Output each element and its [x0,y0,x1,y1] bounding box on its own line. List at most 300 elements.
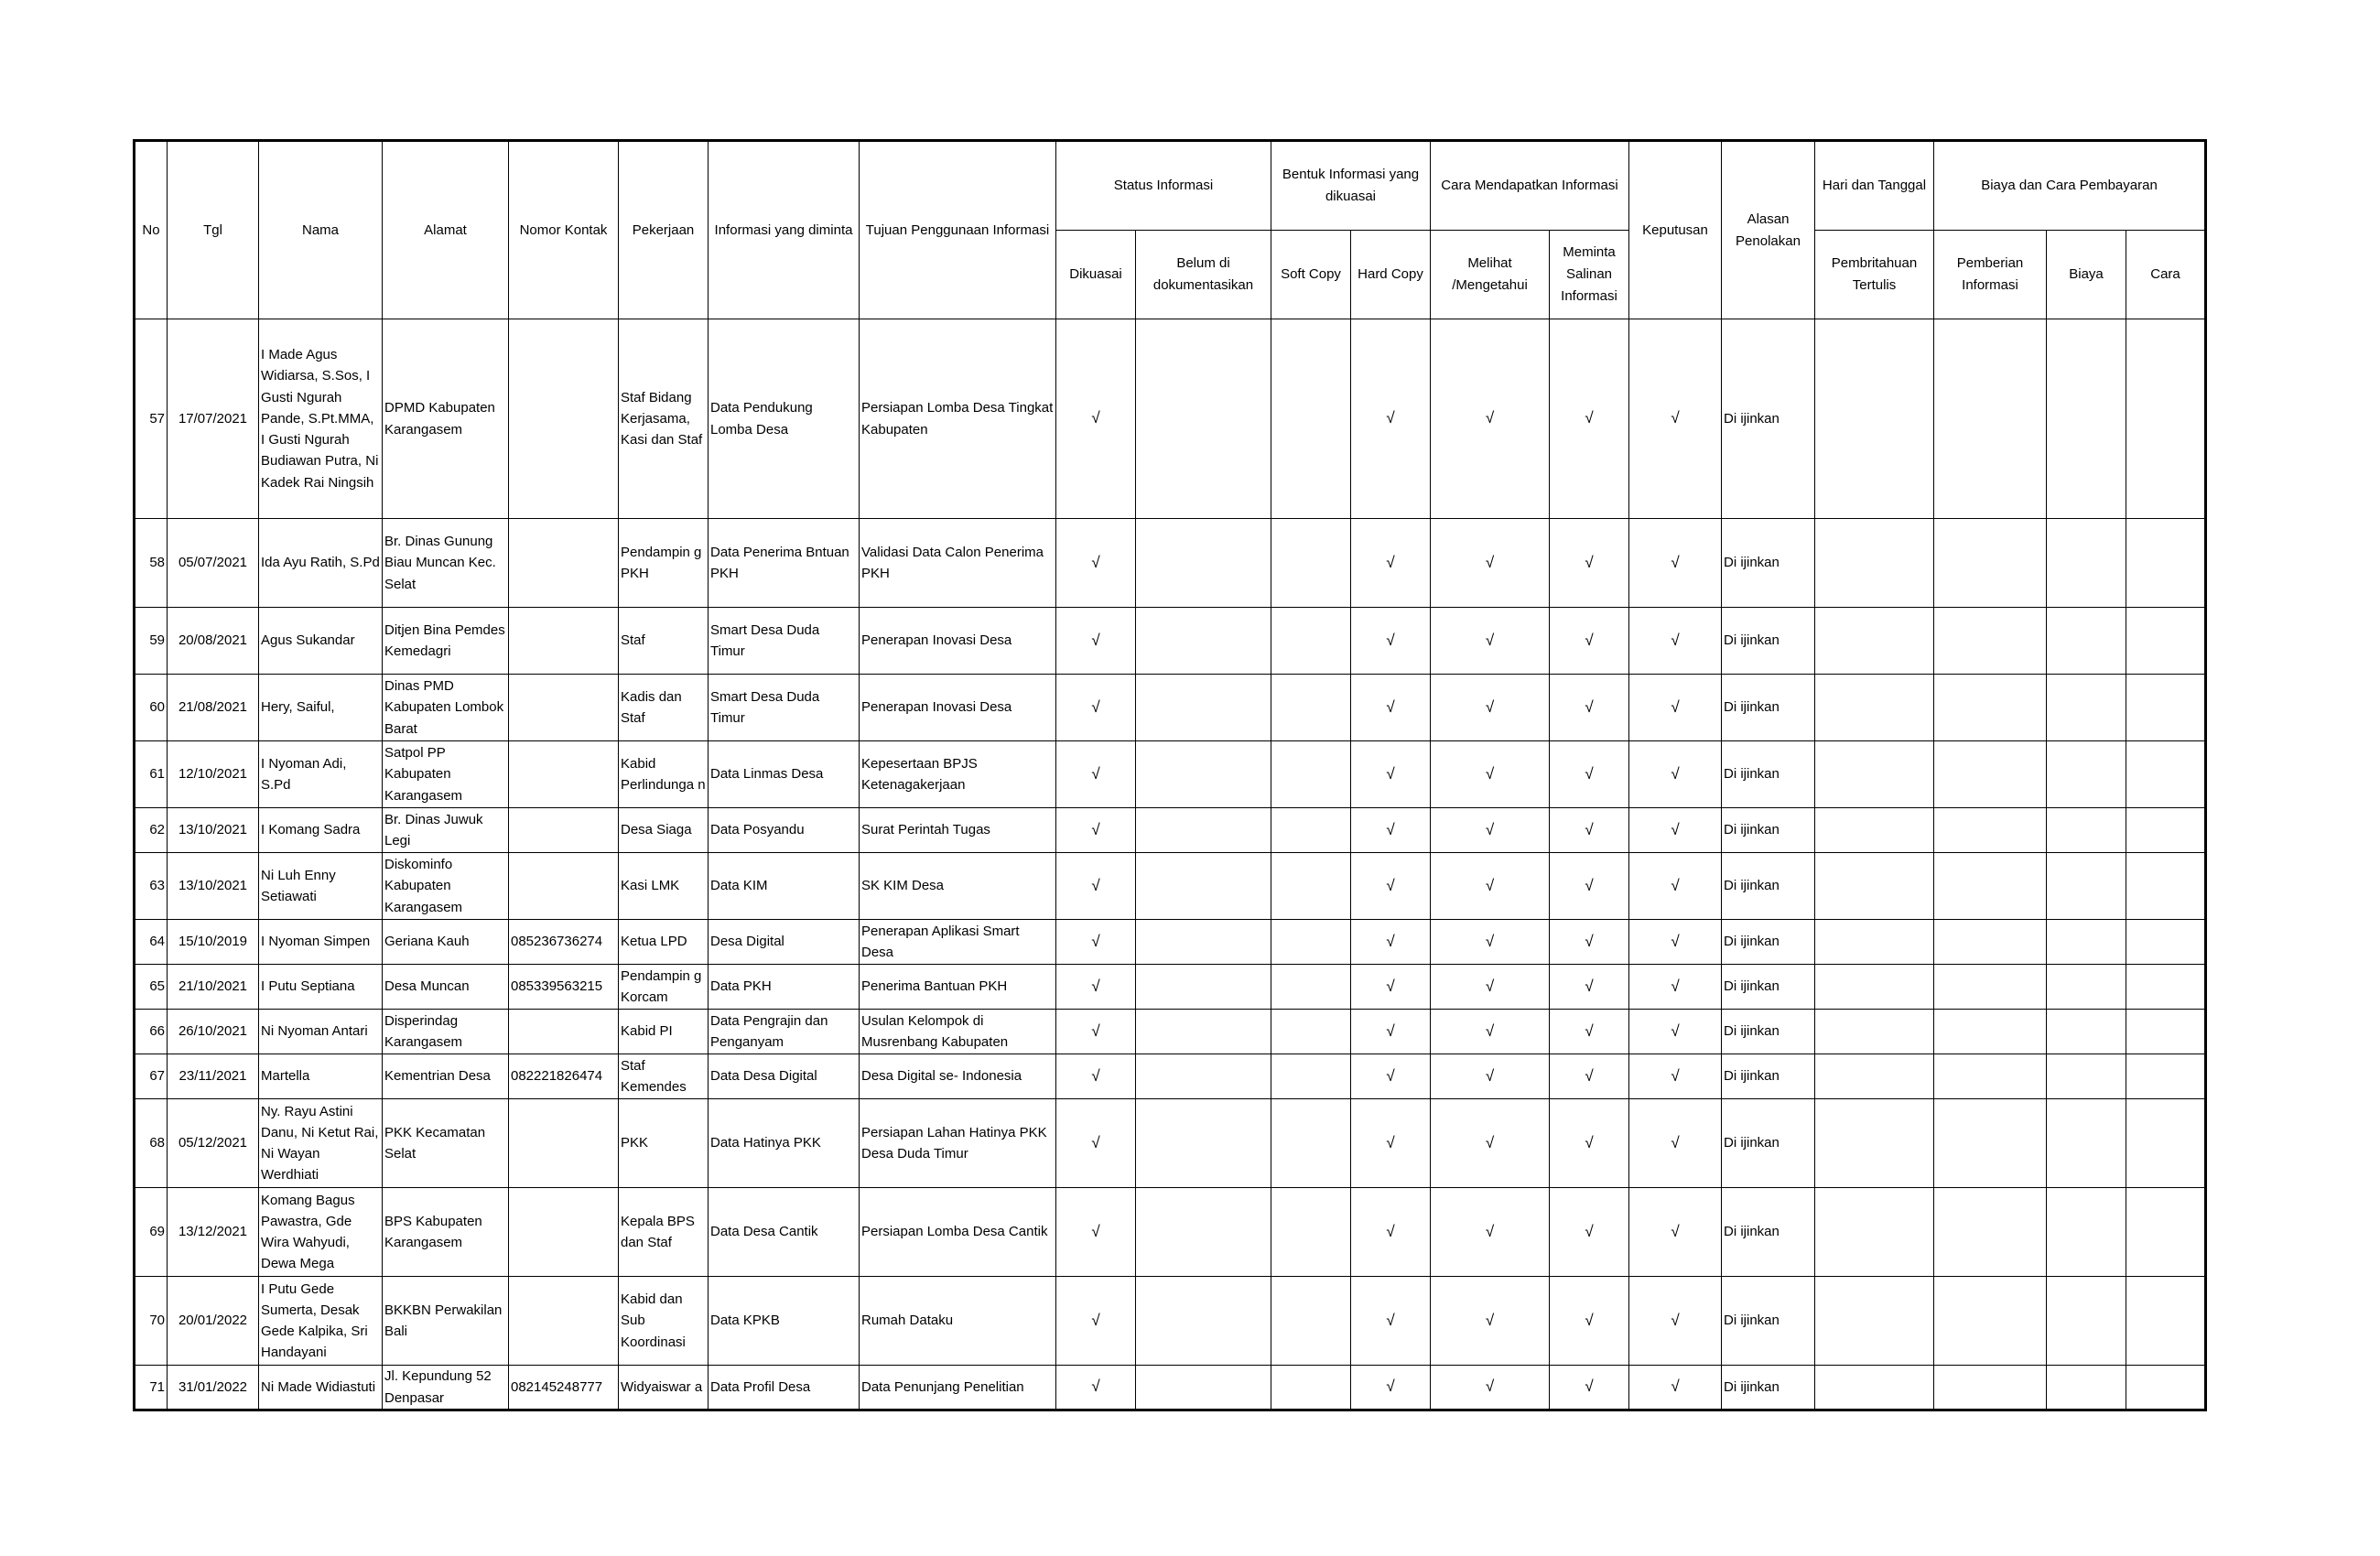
empty-cell-biaya [2047,741,2126,808]
cell-tujuan: Kepesertaan BPJS Ketenagakerjaan [860,741,1056,808]
cell-keputusan: Di ijinkan [1722,853,1815,920]
check-mark-meminta: √ [1550,519,1629,608]
cell-alamat: Br. Dinas Gunung Biau Muncan Kec. Selat [383,519,509,608]
empty-cell-pemberian [1934,608,2047,675]
empty-cell-biaya [2047,808,2126,853]
cell-nama: I Putu Gede Sumerta, Desak Gede Kalpika, Sri Handayani [259,1277,383,1366]
empty-cell-pemberian [1934,920,2047,965]
cell-nama: Ni Nyoman Antari [259,1010,383,1054]
cell-keputusan: Di ijinkan [1722,1366,1815,1410]
empty-cell-biaya [2047,1366,2126,1410]
empty-cell-cara [2126,965,2206,1010]
cell-keputusan: Di ijinkan [1722,519,1815,608]
cell-kontak: 082221826474 [509,1054,619,1099]
check-mark-dikuasai: √ [1056,1366,1136,1410]
check-mark-melihat: √ [1431,920,1550,965]
cell-nama: Hery, Saiful, [259,675,383,741]
cell-tujuan: Surat Perintah Tugas [860,808,1056,853]
empty-cell-soft [1271,1188,1351,1277]
check-mark-melihat: √ [1431,1277,1550,1366]
cell-keputusan: Di ijinkan [1722,675,1815,741]
cell-nama: Agus Sukandar [259,608,383,675]
check-mark-hard: √ [1351,741,1431,808]
cell-kontak [509,1188,619,1277]
check-mark-keputusan-check: √ [1629,1366,1722,1410]
check-mark-dikuasai: √ [1056,519,1136,608]
header-belum-didokumentasikan: Belum di dokumentasikan [1136,231,1271,319]
cell-pekerjaan: PKK [619,1099,709,1188]
cell-informasi: Desa Digital [709,920,860,965]
empty-cell-hari [1815,519,1934,608]
empty-cell-belum [1136,519,1271,608]
cell-alamat: Disperindag Karangasem [383,1010,509,1054]
check-mark-dikuasai: √ [1056,1054,1136,1099]
cell-nama: Ny. Rayu Astini Danu, Ni Ketut Rai, Ni Wayan Werdhiati [259,1099,383,1188]
table-row [135,675,2206,741]
cell-kontak [509,319,619,519]
empty-cell-cara [2126,519,2206,608]
empty-cell-cara [2126,319,2206,519]
header-biaya: Biaya [2047,231,2126,319]
check-mark-melihat: √ [1431,1188,1550,1277]
cell-pekerjaan: Pendampin g PKH [619,519,709,608]
table-body [135,319,2206,1410]
empty-cell-biaya [2047,319,2126,519]
check-mark-hard: √ [1351,808,1431,853]
cell-informasi: Smart Desa Duda Timur [709,675,860,741]
cell-tgl: 20/08/2021 [168,608,259,675]
cell-tujuan: Rumah Dataku [860,1277,1056,1366]
empty-cell-belum [1136,808,1271,853]
check-mark-melihat: √ [1431,519,1550,608]
check-mark-hard: √ [1351,1188,1431,1277]
cell-kontak [509,675,619,741]
empty-cell-belum [1136,853,1271,920]
cell-no: 60 [135,675,168,741]
check-mark-keputusan-check: √ [1629,519,1722,608]
cell-nama: Ni Luh Enny Setiawati [259,853,383,920]
check-mark-dikuasai: √ [1056,808,1136,853]
cell-pekerjaan: Kasi LMK [619,853,709,920]
check-mark-meminta: √ [1550,1054,1629,1099]
check-mark-meminta: √ [1550,1188,1629,1277]
check-mark-dikuasai: √ [1056,1188,1136,1277]
header-nomor-kontak: Nomor Kontak [509,141,619,319]
empty-cell-cara [2126,675,2206,741]
check-mark-dikuasai: √ [1056,920,1136,965]
cell-keputusan: Di ijinkan [1722,1277,1815,1366]
check-mark-dikuasai: √ [1056,965,1136,1010]
check-mark-hard: √ [1351,319,1431,519]
cell-kontak [509,853,619,920]
empty-cell-biaya [2047,965,2126,1010]
cell-pekerjaan: Ketua LPD [619,920,709,965]
cell-kontak [509,808,619,853]
empty-cell-pemberian [1934,853,2047,920]
check-mark-hard: √ [1351,1277,1431,1366]
empty-cell-belum [1136,1010,1271,1054]
cell-tujuan: Usulan Kelompok di Musrenbang Kabupaten [860,1010,1056,1054]
cell-informasi: Smart Desa Duda Timur [709,608,860,675]
check-mark-hard: √ [1351,920,1431,965]
cell-tujuan: Penerapan Aplikasi Smart Desa [860,920,1056,965]
cell-informasi: Data KPKB [709,1277,860,1366]
empty-cell-cara [2126,1188,2206,1277]
cell-pekerjaan: Staf Bidang Kerjasama, Kasi dan Staf [619,319,709,519]
check-mark-meminta: √ [1550,808,1629,853]
cell-pekerjaan: Kabid Perlindunga n [619,741,709,808]
empty-cell-pemberian [1934,965,2047,1010]
table-row [135,608,2206,675]
empty-cell-soft [1271,608,1351,675]
check-mark-dikuasai: √ [1056,853,1136,920]
empty-cell-soft [1271,675,1351,741]
cell-kontak [509,608,619,675]
check-mark-melihat: √ [1431,1366,1550,1410]
empty-cell-soft [1271,853,1351,920]
header-no: No [135,141,168,319]
table-row [135,965,2206,1010]
cell-kontak [509,519,619,608]
empty-cell-biaya [2047,1054,2126,1099]
cell-no: 57 [135,319,168,519]
cell-keputusan: Di ijinkan [1722,741,1815,808]
check-mark-hard: √ [1351,519,1431,608]
cell-no: 69 [135,1188,168,1277]
cell-alamat: Satpol PP Kabupaten Karangasem [383,741,509,808]
empty-cell-soft [1271,319,1351,519]
check-mark-meminta: √ [1550,1010,1629,1054]
empty-cell-belum [1136,1188,1271,1277]
cell-pekerjaan: Pendampin g Korcam [619,965,709,1010]
empty-cell-hari [1815,675,1934,741]
check-mark-melihat: √ [1431,319,1550,519]
check-mark-dikuasai: √ [1056,1099,1136,1188]
cell-kontak: 085236736274 [509,920,619,965]
empty-cell-belum [1136,608,1271,675]
empty-cell-biaya [2047,1099,2126,1188]
empty-cell-pemberian [1934,808,2047,853]
empty-cell-soft [1271,1366,1351,1410]
header-pekerjaan: Pekerjaan [619,141,709,319]
table-row [135,741,2206,808]
empty-cell-pemberian [1934,1054,2047,1099]
cell-tujuan: Penerapan Inovasi Desa [860,608,1056,675]
empty-cell-pemberian [1934,1277,2047,1366]
check-mark-keputusan-check: √ [1629,808,1722,853]
cell-tujuan: Data Penunjang Penelitian [860,1366,1056,1410]
cell-informasi: Data Penerima Bntuan PKH [709,519,860,608]
check-mark-keputusan-check: √ [1629,1054,1722,1099]
check-mark-dikuasai: √ [1056,1010,1136,1054]
cell-nama: Ni Made Widiastuti [259,1366,383,1410]
empty-cell-pemberian [1934,1099,2047,1188]
cell-nama: Ida Ayu Ratih, S.Pd [259,519,383,608]
check-mark-keputusan-check: √ [1629,319,1722,519]
cell-tgl: 20/01/2022 [168,1277,259,1366]
check-mark-meminta: √ [1550,965,1629,1010]
check-mark-melihat: √ [1431,608,1550,675]
cell-tgl: 12/10/2021 [168,741,259,808]
cell-pekerjaan: Kabid PI [619,1010,709,1054]
cell-keputusan: Di ijinkan [1722,319,1815,519]
empty-cell-belum [1136,1277,1271,1366]
empty-cell-biaya [2047,675,2126,741]
check-mark-dikuasai: √ [1056,608,1136,675]
empty-cell-belum [1136,675,1271,741]
check-mark-meminta: √ [1550,1277,1629,1366]
empty-cell-biaya [2047,608,2126,675]
empty-cell-soft [1271,741,1351,808]
empty-cell-belum [1136,920,1271,965]
header-tujuan: Tujuan Penggunaan Informasi [860,141,1056,319]
header-hard-copy: Hard Copy [1351,231,1431,319]
header-hari-tanggal: Hari dan Tanggal [1815,141,1934,231]
empty-cell-hari [1815,808,1934,853]
check-mark-dikuasai: √ [1056,1277,1136,1366]
empty-cell-cara [2126,920,2206,965]
empty-cell-pemberian [1934,1366,2047,1410]
check-mark-meminta: √ [1550,920,1629,965]
table-row [135,519,2206,608]
check-mark-melihat: √ [1431,741,1550,808]
cell-alamat: BPS Kabupaten Karangasem [383,1188,509,1277]
cell-keputusan: Di ijinkan [1722,1054,1815,1099]
cell-informasi: Data Desa Cantik [709,1188,860,1277]
empty-cell-pemberian [1934,741,2047,808]
table-row [135,853,2206,920]
empty-cell-hari [1815,920,1934,965]
check-mark-melihat: √ [1431,853,1550,920]
table-row [135,1099,2206,1188]
check-mark-meminta: √ [1550,1366,1629,1410]
check-mark-keputusan-check: √ [1629,965,1722,1010]
cell-keputusan: Di ijinkan [1722,808,1815,853]
empty-cell-hari [1815,1188,1934,1277]
check-mark-melihat: √ [1431,1054,1550,1099]
check-mark-dikuasai: √ [1056,675,1136,741]
table-row [135,1277,2206,1366]
check-mark-hard: √ [1351,1010,1431,1054]
empty-cell-soft [1271,1099,1351,1188]
check-mark-hard: √ [1351,675,1431,741]
cell-tgl: 13/12/2021 [168,1188,259,1277]
header-pemberitahuan-tertulis: Pembritahuan Tertulis [1815,231,1934,319]
check-mark-meminta: √ [1550,675,1629,741]
cell-no: 62 [135,808,168,853]
table-row [135,319,2206,519]
empty-cell-hari [1815,741,1934,808]
header-alasan-penolakan: Alasan Penolakan [1722,141,1815,319]
cell-informasi: Data PKH [709,965,860,1010]
cell-alamat: Ditjen Bina Pemdes Kemedagri [383,608,509,675]
empty-cell-biaya [2047,1277,2126,1366]
cell-pekerjaan: Kepala BPS dan Staf [619,1188,709,1277]
header-tgl: Tgl [168,141,259,319]
header-soft-copy: Soft Copy [1271,231,1351,319]
cell-no: 59 [135,608,168,675]
cell-tgl: 21/08/2021 [168,675,259,741]
empty-cell-soft [1271,965,1351,1010]
cell-tgl: 23/11/2021 [168,1054,259,1099]
empty-cell-cara [2126,1010,2206,1054]
empty-cell-soft [1271,920,1351,965]
cell-nama: I Komang Sadra [259,808,383,853]
cell-nama: I Putu Septiana [259,965,383,1010]
empty-cell-hari [1815,1099,1934,1188]
check-mark-meminta: √ [1550,608,1629,675]
cell-informasi: Data Posyandu [709,808,860,853]
check-mark-hard: √ [1351,1366,1431,1410]
header-bentuk-informasi: Bentuk Informasi yang dikuasai [1271,141,1431,231]
cell-no: 63 [135,853,168,920]
cell-pekerjaan: Widyaiswar a [619,1366,709,1410]
check-mark-keputusan-check: √ [1629,1277,1722,1366]
check-mark-meminta: √ [1550,741,1629,808]
check-mark-keputusan-check: √ [1629,675,1722,741]
check-mark-keputusan-check: √ [1629,1099,1722,1188]
empty-cell-cara [2126,808,2206,853]
cell-kontak [509,1010,619,1054]
cell-no: 68 [135,1099,168,1188]
cell-kontak [509,1277,619,1366]
cell-nama: I Nyoman Simpen [259,920,383,965]
cell-tgl: 05/12/2021 [168,1099,259,1188]
cell-informasi: Data Desa Digital [709,1054,860,1099]
check-mark-melihat: √ [1431,808,1550,853]
cell-tujuan: Persiapan Lahan Hatinya PKK Desa Duda Timur [860,1099,1056,1188]
header-nama: Nama [259,141,383,319]
empty-cell-biaya [2047,853,2126,920]
cell-kontak [509,741,619,808]
cell-pekerjaan: Staf [619,608,709,675]
cell-informasi: Data Pendukung Lomba Desa [709,319,860,519]
empty-cell-hari [1815,853,1934,920]
check-mark-keputusan-check: √ [1629,608,1722,675]
check-mark-melihat: √ [1431,1010,1550,1054]
cell-informasi: Data Pengrajin dan Penganyam [709,1010,860,1054]
empty-cell-cara [2126,1054,2206,1099]
cell-no: 65 [135,965,168,1010]
empty-cell-biaya [2047,519,2126,608]
cell-tujuan: Desa Digital se- Indonesia [860,1054,1056,1099]
check-mark-dikuasai: √ [1056,741,1136,808]
cell-kontak: 082145248777 [509,1366,619,1410]
header-meminta-salinan: Meminta Salinan Informasi [1550,231,1629,319]
cell-informasi: Data Hatinya PKK [709,1099,860,1188]
empty-cell-hari [1815,1366,1934,1410]
cell-tgl: 26/10/2021 [168,1010,259,1054]
cell-tgl: 05/07/2021 [168,519,259,608]
check-mark-meminta: √ [1550,319,1629,519]
empty-cell-cara [2126,741,2206,808]
cell-alamat: BKKBN Perwakilan Bali [383,1277,509,1366]
cell-tujuan: Penerapan Inovasi Desa [860,675,1056,741]
table-row [135,1010,2206,1054]
empty-cell-soft [1271,808,1351,853]
check-mark-keputusan-check: √ [1629,920,1722,965]
cell-tujuan: Validasi Data Calon Penerima PKH [860,519,1056,608]
cell-nama: Komang Bagus Pawastra, Gde Wira Wahyudi, Dewa Mega [259,1188,383,1277]
header-cara-mendapatkan: Cara Mendapatkan Informasi [1431,141,1629,231]
empty-cell-belum [1136,1099,1271,1188]
empty-cell-belum [1136,741,1271,808]
empty-cell-cara [2126,608,2206,675]
check-mark-meminta: √ [1550,1099,1629,1188]
empty-cell-cara [2126,1366,2206,1410]
cell-alamat: Dinas PMD Kabupaten Lombok Barat [383,675,509,741]
check-mark-dikuasai: √ [1056,319,1136,519]
header-status-informasi: Status Informasi [1056,141,1271,231]
empty-cell-pemberian [1934,319,2047,519]
empty-cell-cara [2126,1277,2206,1366]
table-row [135,1188,2206,1277]
empty-cell-pemberian [1934,1188,2047,1277]
cell-tujuan: Persiapan Lomba Desa Tingkat Kabupaten [860,319,1056,519]
empty-cell-pemberian [1934,519,2047,608]
check-mark-keputusan-check: √ [1629,1188,1722,1277]
cell-kontak [509,1099,619,1188]
empty-cell-biaya [2047,1010,2126,1054]
empty-cell-belum [1136,1054,1271,1099]
cell-informasi: Data KIM [709,853,860,920]
cell-keputusan: Di ijinkan [1722,920,1815,965]
empty-cell-biaya [2047,920,2126,965]
check-mark-hard: √ [1351,1054,1431,1099]
cell-tujuan: SK KIM Desa [860,853,1056,920]
empty-cell-hari [1815,1010,1934,1054]
cell-tgl: 13/10/2021 [168,808,259,853]
cell-pekerjaan: Desa Siaga [619,808,709,853]
table-row [135,920,2206,965]
cell-alamat: Geriana Kauh [383,920,509,965]
header-melihat: Melihat /Mengetahui [1431,231,1550,319]
empty-cell-pemberian [1934,675,2047,741]
empty-cell-hari [1815,319,1934,519]
empty-cell-belum [1136,965,1271,1010]
cell-alamat: Jl. Kepundung 52 Denpasar [383,1366,509,1410]
table-row [135,808,2206,853]
cell-no: 64 [135,920,168,965]
cell-nama: I Made Agus Widiarsa, S.Sos, I Gusti Ngurah Pande, S.Pt.MMA, I Gusti Ngurah Budiawan Putra, Ni Kadek Rai Ningsih [259,319,383,519]
cell-keputusan: Di ijinkan [1722,1010,1815,1054]
cell-alamat: PKK Kecamatan Selat [383,1099,509,1188]
empty-cell-cara [2126,1099,2206,1188]
empty-cell-hari [1815,1054,1934,1099]
table-header [135,141,2206,319]
cell-no: 71 [135,1366,168,1410]
cell-tgl: 13/10/2021 [168,853,259,920]
check-mark-hard: √ [1351,965,1431,1010]
empty-cell-hari [1815,965,1934,1010]
header-biaya-cara: Biaya dan Cara Pembayaran [1934,141,2206,231]
empty-cell-biaya [2047,1188,2126,1277]
cell-tgl: 31/01/2022 [168,1366,259,1410]
table-row [135,1366,2206,1410]
header-pemberian-informasi: Pemberian Informasi [1934,231,2047,319]
cell-alamat: Kementrian Desa [383,1054,509,1099]
check-mark-melihat: √ [1431,675,1550,741]
cell-tgl: 15/10/2019 [168,920,259,965]
header-alamat: Alamat [383,141,509,319]
empty-cell-soft [1271,1277,1351,1366]
request-log-table [133,139,2207,1411]
empty-cell-belum [1136,319,1271,519]
cell-alamat: Diskominfo Kabupaten Karangasem [383,853,509,920]
cell-pekerjaan: Staf Kemendes [619,1054,709,1099]
cell-no: 58 [135,519,168,608]
cell-keputusan: Di ijinkan [1722,608,1815,675]
